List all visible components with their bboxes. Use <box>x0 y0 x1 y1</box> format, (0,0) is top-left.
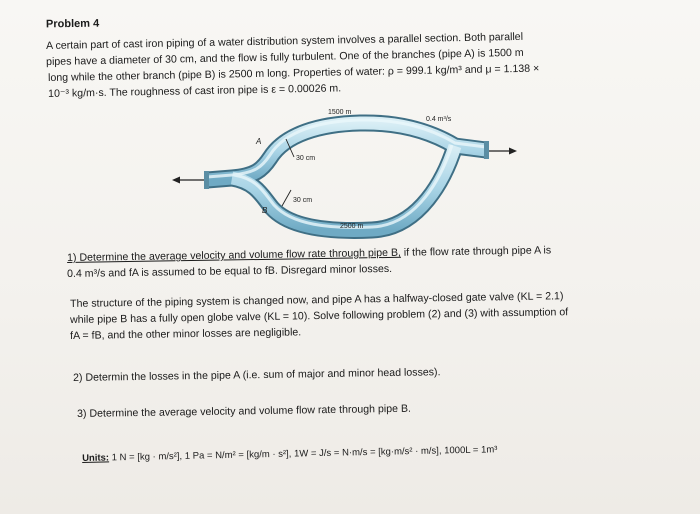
outlet-arrow <box>486 148 517 155</box>
top-diameter-label: 30 cm <box>296 155 316 162</box>
inlet-flange <box>204 171 209 189</box>
question-1-rest: if the flow rate through pipe A is <box>400 244 552 259</box>
question-1-underlined: 1) Determine the average velocity and volume flow rate through pipe B, <box>67 246 402 264</box>
units-text: 1 N = [kg · m/s²], 1 Pa = N/m² = [kg/m · s²], 1W = J/s = N·m/s = [kg·m/s² · m/s], 1000L = 1m³ <box>111 444 498 464</box>
intro-line-3: long while the other branch (pipe B) is 2500 m long. Properties of water: ρ = 999.1 kg/m³ and μ = 1.138 × <box>48 62 540 84</box>
question-3: 3) Determine the average velocity and volume flow rate through pipe B. <box>77 402 412 420</box>
bottom-length-label: 2500 m <box>340 223 364 230</box>
outlet-flange <box>484 141 489 159</box>
pipe-B-label: B <box>262 206 268 215</box>
inlet-arrow <box>172 177 207 184</box>
question-1-line-2: 0.4 m³/s and fA is assumed to be equal to fB. Disregard minor losses. <box>67 262 393 280</box>
bottom-diameter-marker <box>282 190 291 206</box>
pipe-A-label: A <box>256 137 262 146</box>
intro-line-1: A certain part of cast iron piping of a water distribution system involves a parallel section. Both parallel <box>46 30 524 52</box>
pipe-body <box>207 123 486 231</box>
units-label: Units: <box>82 452 110 464</box>
paragraph-line-2: while pipe B has a fully open globe valve (KL = 10). Solve following problem (2) and (3) with assumption of <box>70 306 569 326</box>
paragraph-line-3: fA = fB, and the other minor losses are negligible. <box>70 326 302 342</box>
flow-rate-label: 0.4 m³/s <box>426 116 452 123</box>
problem-title: Problem 4 <box>45 17 100 31</box>
intro-line-4: 10⁻³ kg/m·s. The roughness of cast iron pipe is ε = 0.00026 m. <box>48 82 342 100</box>
question-2: 2) Determin the losses in the pipe A (i.e. sum of major and minor head losses). <box>73 366 441 384</box>
intro-line-2: pipes have a diameter of 30 cm, and the flow is fully turbulent. One of the branches (pipe A) is 1500 m <box>46 46 524 68</box>
bottom-diameter-label: 30 cm <box>293 197 313 204</box>
top-length-label: 1500 m <box>328 109 352 116</box>
paragraph-line-1: The structure of the piping system is changed now, and pipe A has a halfway-closed gate valve (KL = 2.1) <box>70 290 564 310</box>
